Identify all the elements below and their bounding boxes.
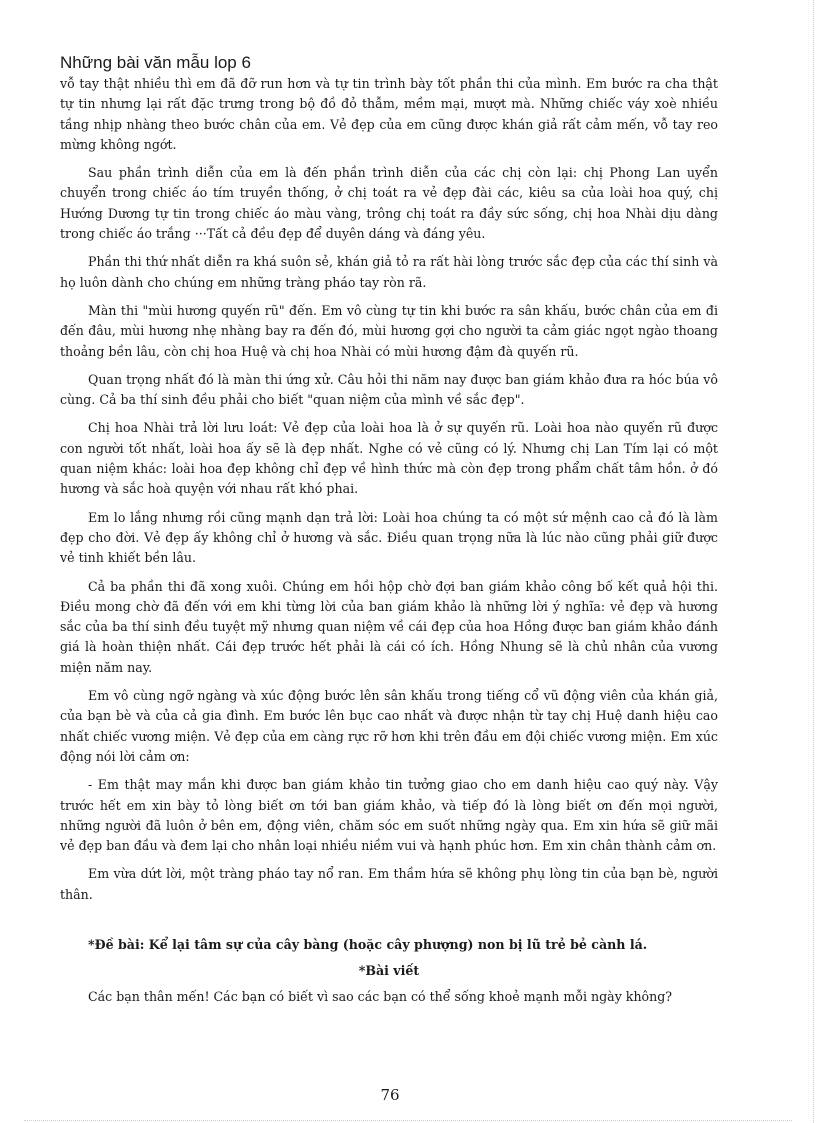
- page-header: Những bài văn mẫu lop 6: [60, 53, 251, 72]
- paragraph: Em vô cùng ngỡ ngàng và xúc động bước lên sân khấu trong tiếng cổ vũ động viên của khán giả, của bạn bè và của cả gia đình. Em bước lên bục cao nhất và được nhận từ tay chị Huệ danh hiệu cao nhất chiếc vương miện. Vẻ đẹp của em càng rực rỡ hơn khi trên đầu em đội chiếc vương miện. Em xúc động nói lời cảm ơn:: [60, 688, 718, 764]
- page-number: 76: [380, 1086, 400, 1104]
- paragraph: Màn thi "mùi hương quyến rũ" đến. Em vô cùng tự tin khi bước ra sân khấu, bước chân của em đi đến đâu, mùi hương nhẹ nhàng bay ra đến đó, mùi hương gợi cho người ta cảm giác ngọt ngào thoang thoảng bền lâu, còn chị hoa Huệ và chị hoa Nhài có mùi hương đậm đà quyến rũ.: [60, 302, 718, 359]
- page-bottom-rule: [24, 1120, 792, 1121]
- task-title: *Đề bài: Kể lại tâm sự của cây bàng (hoặc cây phượng) non bị lũ trẻ bẻ cành lá.: [88, 936, 648, 952]
- task-opening-line: Các bạn thân mến! Các bạn có biết vì sao các bạn có thể sống khoẻ mạnh mỗi ngày không?: [88, 988, 673, 1004]
- task-subheading: *Bài viết: [358, 962, 420, 978]
- page-edge-rule: [813, 0, 814, 1123]
- paragraph: - Em thật may mắn khi được ban giám khảo tin tưởng giao cho em danh hiệu cao quý này. Vậy trước hết em xin bày tỏ lòng biết ơn tới ban giám khảo, và tiếp đó là lòng biết ơn đến mọi người, những người đã luôn ở bên em, động viên, chăm sóc em suốt những ngày qua. Em xin hứa sẽ giữ mãi vẻ đẹp ban đầu và đem lại cho nhân loại nhiều niềm vui và hạnh phúc hơn. Em xin chân thành cảm ơn.: [60, 777, 718, 854]
- paragraph: Em vừa dứt lời, một tràng pháo tay nổ ran. Em thầm hứa sẽ không phụ lòng tin của bạn bè, người thân.: [60, 866, 718, 902]
- paragraph: Cả ba phần thi đã xong xuôi. Chúng em hồi hộp chờ đợi ban giám khảo công bố kết quả hội thi. Điều mong chờ đã đến với em khi từng lời của ban giám khảo là những lời ý nghĩa: vẻ đẹp và hương sắc của ba thí sinh đều tuyệt mỹ nhưng quan niệm về cái đẹp của hoa Hồng được ban giám khảo đánh giá là hoàn thiện nhất. Cái đẹp trước hết phải là cái có ích. Hồng Nhung sẽ là chủ nhân của vương miện năm nay.: [60, 578, 718, 675]
- paragraph: vỗ tay thật nhiều thì em đã đỡ run hơn và tự tin trình bày tốt phần thi của mình. Em bước ra cha thật tự tin nhưng lại rất đặc trưng trong bộ đồ đỏ thẫm, mềm mại, mượt mà. Những chiếc váy xoè nhiều tầng nhịp nhàng theo bước chân của em. Vẻ đẹp của em cũng được khán giả rất cảm mến, vỗ tay reo mừng không ngớt.: [60, 76, 718, 152]
- paragraph: Phần thi thứ nhất diễn ra khá suôn sẻ, khán giả tỏ ra rất hài lòng trước sắc đẹp của các thí sinh và họ luôn dành cho chúng em những tràng pháo tay ròn rã.: [60, 254, 718, 290]
- section-spacer: [60, 913, 718, 935]
- document-page: [60, 52, 718, 1007]
- essay-body: [60, 74, 718, 905]
- paragraph: Sau phần trình diễn của em là đến phần trình diễn của các chị còn lại: chị Phong Lan uyển chuyển trong chiếc áo tím truyền thống, ở chị toát ra vẻ đẹp đài các, kiêu sa của loài hoa quý, chị Hướng Dương tự tin trong chiếc áo màu vàng, trông chị toát ra đầy sức sống, chị hoa Nhài dịu dàng trong chiếc áo trắng ···Tất cả đều đẹp để duyên dáng và đáng yêu.: [60, 165, 718, 242]
- paragraph: Em lo lắng nhưng rồi cũng mạnh dạn trả lời: Loài hoa chúng ta có một sứ mệnh cao cả đó là làm đẹp cho đời. Vẻ đẹp ấy không chỉ ở hương và sắc. Điều quan trọng nữa là lúc nào cũng phải giữ được vẻ tinh khiết bền lâu.: [60, 509, 718, 566]
- paragraph: Quan trọng nhất đó là màn thi ứng xử. Câu hỏi thi năm nay được ban giám khảo đưa ra hóc búa vô cùng. Cả ba thí sinh đều phải cho biết "quan niệm của mình về sắc đẹp".: [60, 371, 718, 408]
- paragraph: Chị hoa Nhài trả lời lưu loát: Vẻ đẹp của loài hoa là ở sự quyến rũ. Loài hoa nào quyến rũ được con người tốt nhất, loài hoa ấy sẽ là đẹp nhất. Nghe có vẻ cũng có lý. Nhưng chị Lan Tím lại có một quan niệm khác: loài hoa đẹp không chỉ đẹp về hình thức mà còn đẹp trong phẩm chất tâm hồn. ở đó hương và sắc hoà quyện với nhau rất khó phai.: [60, 420, 718, 497]
